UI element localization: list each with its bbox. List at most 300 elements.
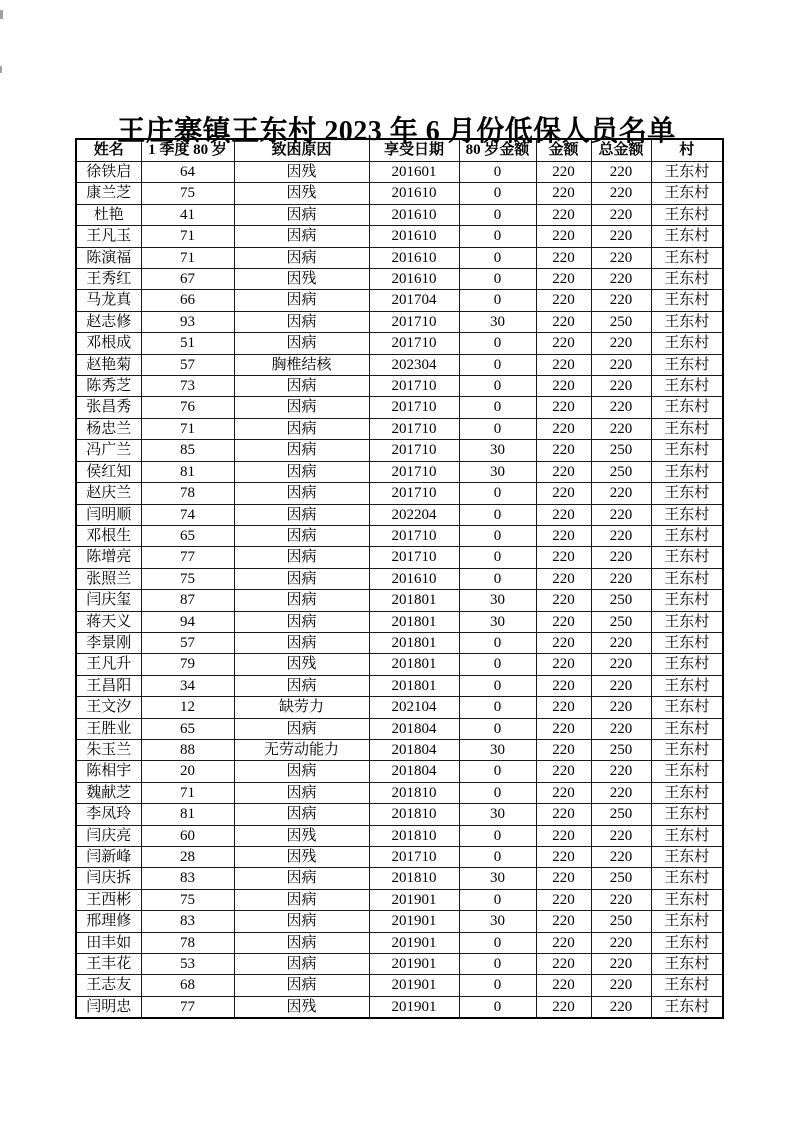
table-row xyxy=(76,739,723,760)
table-row xyxy=(76,675,723,696)
table-cell: 220 xyxy=(591,226,651,247)
header-start-date: 享受日期 xyxy=(369,139,459,162)
table-cell: 闫明顺 xyxy=(76,504,141,525)
header-amount: 金额 xyxy=(536,139,591,162)
table-cell: 220 xyxy=(536,483,591,504)
table-row xyxy=(76,804,723,825)
table-cell: 王文汐 xyxy=(76,697,141,718)
table-cell: 220 xyxy=(591,504,651,525)
table-cell: 王东村 xyxy=(651,697,723,718)
table-cell: 王东村 xyxy=(651,932,723,953)
table-cell: 71 xyxy=(141,226,234,247)
table-cell: 220 xyxy=(591,825,651,846)
table-cell: 220 xyxy=(591,975,651,996)
table-cell: 因病 xyxy=(234,440,369,461)
table-cell: 220 xyxy=(536,461,591,482)
table-cell: 220 xyxy=(591,290,651,311)
table-cell: 0 xyxy=(459,504,536,525)
table-cell: 75 xyxy=(141,568,234,589)
table-cell: 220 xyxy=(591,996,651,1018)
table-cell: 220 xyxy=(591,183,651,204)
table-cell: 220 xyxy=(536,611,591,632)
table-cell: 220 xyxy=(536,162,591,183)
table-cell: 220 xyxy=(536,290,591,311)
table-cell: 王东村 xyxy=(651,269,723,290)
table-cell: 王东村 xyxy=(651,954,723,975)
table-row xyxy=(76,590,723,611)
table-cell: 0 xyxy=(459,932,536,953)
table-cell: 220 xyxy=(591,718,651,739)
table-row xyxy=(76,954,723,975)
table-cell: 30 xyxy=(459,868,536,889)
table-cell: 220 xyxy=(536,354,591,375)
table-cell: 220 xyxy=(536,333,591,354)
table-cell: 因残 xyxy=(234,847,369,868)
table-row xyxy=(76,162,723,183)
table-cell: 220 xyxy=(591,697,651,718)
table-cell: 因病 xyxy=(234,547,369,568)
table-cell: 220 xyxy=(536,590,591,611)
table-row xyxy=(76,483,723,504)
table-cell: 41 xyxy=(141,204,234,225)
table-cell: 0 xyxy=(459,825,536,846)
table-cell: 王东村 xyxy=(651,718,723,739)
table-cell: 220 xyxy=(591,354,651,375)
table-cell: 胸椎结核 xyxy=(234,354,369,375)
table-cell: 34 xyxy=(141,675,234,696)
table-cell: 220 xyxy=(536,525,591,546)
table-cell: 220 xyxy=(591,162,651,183)
table-cell: 因病 xyxy=(234,397,369,418)
table-row xyxy=(76,825,723,846)
table-cell: 因病 xyxy=(234,418,369,439)
table-cell: 220 xyxy=(536,825,591,846)
table-cell: 康兰芝 xyxy=(76,183,141,204)
table-cell: 因残 xyxy=(234,183,369,204)
table-cell: 201601 xyxy=(369,162,459,183)
table-cell: 220 xyxy=(536,954,591,975)
table-cell: 201901 xyxy=(369,996,459,1018)
table-cell: 0 xyxy=(459,226,536,247)
table-cell: 张照兰 xyxy=(76,568,141,589)
table-cell: 因病 xyxy=(234,911,369,932)
scan-artifact xyxy=(0,66,2,73)
table-cell: 65 xyxy=(141,525,234,546)
table-cell: 陈增亮 xyxy=(76,547,141,568)
table-cell: 220 xyxy=(591,632,651,653)
table-cell: 王昌阳 xyxy=(76,675,141,696)
table-cell: 75 xyxy=(141,889,234,910)
table-cell: 201710 xyxy=(369,483,459,504)
table-cell: 王东村 xyxy=(651,654,723,675)
table-cell: 无劳动能力 xyxy=(234,739,369,760)
table-cell: 71 xyxy=(141,418,234,439)
table-cell: 220 xyxy=(536,911,591,932)
table-row xyxy=(76,525,723,546)
table-cell: 0 xyxy=(459,547,536,568)
table-cell: 0 xyxy=(459,718,536,739)
table-cell: 202204 xyxy=(369,504,459,525)
table-cell: 66 xyxy=(141,290,234,311)
table-cell: 30 xyxy=(459,590,536,611)
table-cell: 王东村 xyxy=(651,590,723,611)
table-cell: 201804 xyxy=(369,739,459,760)
table-cell: 赵志修 xyxy=(76,311,141,332)
table-cell: 0 xyxy=(459,269,536,290)
table-cell: 220 xyxy=(536,397,591,418)
table-cell: 赵庆兰 xyxy=(76,483,141,504)
table-cell: 王东村 xyxy=(651,333,723,354)
table-cell: 王西彬 xyxy=(76,889,141,910)
table-cell: 81 xyxy=(141,461,234,482)
table-cell: 蒋天义 xyxy=(76,611,141,632)
table-body xyxy=(76,162,723,1019)
table-cell: 30 xyxy=(459,611,536,632)
table-cell: 0 xyxy=(459,376,536,397)
table-cell: 王胜业 xyxy=(76,718,141,739)
table-cell: 王秀红 xyxy=(76,269,141,290)
table-cell: 冯广兰 xyxy=(76,440,141,461)
table-cell: 220 xyxy=(591,204,651,225)
table-cell: 因病 xyxy=(234,247,369,268)
table-cell: 87 xyxy=(141,590,234,611)
table-row xyxy=(76,440,723,461)
table-cell: 201610 xyxy=(369,204,459,225)
table-cell: 30 xyxy=(459,804,536,825)
table-cell: 220 xyxy=(591,568,651,589)
table-cell: 因病 xyxy=(234,333,369,354)
table-cell: 57 xyxy=(141,632,234,653)
table-cell: 79 xyxy=(141,654,234,675)
table-cell: 缺劳力 xyxy=(234,697,369,718)
table-row xyxy=(76,632,723,653)
table-cell: 71 xyxy=(141,782,234,803)
table-cell: 因病 xyxy=(234,675,369,696)
table-cell: 闫明忠 xyxy=(76,996,141,1018)
table-cell: 201810 xyxy=(369,782,459,803)
table-cell: 0 xyxy=(459,782,536,803)
table-cell: 陈秀芝 xyxy=(76,376,141,397)
table-cell: 杨忠兰 xyxy=(76,418,141,439)
table-row xyxy=(76,547,723,568)
table-row xyxy=(76,975,723,996)
table-cell: 71 xyxy=(141,247,234,268)
table-row xyxy=(76,868,723,889)
header-village: 村 xyxy=(651,139,723,162)
table-cell: 201810 xyxy=(369,825,459,846)
table-cell: 邢理修 xyxy=(76,911,141,932)
header-name: 姓名 xyxy=(76,139,141,162)
table-row xyxy=(76,654,723,675)
table-cell: 81 xyxy=(141,804,234,825)
table-row xyxy=(76,847,723,868)
table-cell: 闫庆玺 xyxy=(76,590,141,611)
table-cell: 250 xyxy=(591,611,651,632)
table-cell: 220 xyxy=(536,440,591,461)
table-row xyxy=(76,226,723,247)
table-cell: 因病 xyxy=(234,504,369,525)
table-cell: 73 xyxy=(141,376,234,397)
table-cell: 77 xyxy=(141,547,234,568)
table-cell: 51 xyxy=(141,333,234,354)
table-cell: 220 xyxy=(536,547,591,568)
table-cell: 王东村 xyxy=(651,825,723,846)
table-cell: 0 xyxy=(459,290,536,311)
table-cell: 王东村 xyxy=(651,911,723,932)
table-cell: 220 xyxy=(591,889,651,910)
table-row xyxy=(76,376,723,397)
table-cell: 250 xyxy=(591,461,651,482)
table-cell: 250 xyxy=(591,739,651,760)
table-cell: 201710 xyxy=(369,525,459,546)
table-cell: 杜艳 xyxy=(76,204,141,225)
table-row xyxy=(76,183,723,204)
table-cell: 张昌秀 xyxy=(76,397,141,418)
table-cell: 0 xyxy=(459,889,536,910)
table-cell: 王东村 xyxy=(651,975,723,996)
table-cell: 250 xyxy=(591,868,651,889)
table-cell: 220 xyxy=(536,247,591,268)
table-row xyxy=(76,397,723,418)
table-cell: 王东村 xyxy=(651,632,723,653)
table-row xyxy=(76,290,723,311)
table-cell: 220 xyxy=(536,718,591,739)
table-cell: 因病 xyxy=(234,461,369,482)
table-row xyxy=(76,996,723,1018)
table-cell: 220 xyxy=(591,333,651,354)
table-cell: 30 xyxy=(459,461,536,482)
table-cell: 30 xyxy=(459,440,536,461)
table-cell: 因病 xyxy=(234,889,369,910)
table-cell: 64 xyxy=(141,162,234,183)
table-row xyxy=(76,782,723,803)
table-cell: 65 xyxy=(141,718,234,739)
table-cell: 因病 xyxy=(234,483,369,504)
table-cell: 77 xyxy=(141,996,234,1018)
table-cell: 220 xyxy=(591,269,651,290)
table-cell: 0 xyxy=(459,654,536,675)
table-cell: 201901 xyxy=(369,911,459,932)
table-cell: 201810 xyxy=(369,868,459,889)
table-cell: 220 xyxy=(591,376,651,397)
table-cell: 闫庆亮 xyxy=(76,825,141,846)
table-cell: 因残 xyxy=(234,162,369,183)
table-cell: 30 xyxy=(459,311,536,332)
table-cell: 田丰如 xyxy=(76,932,141,953)
table-cell: 220 xyxy=(536,697,591,718)
table-cell: 28 xyxy=(141,847,234,868)
header-total-amount: 总金额 xyxy=(591,139,651,162)
table-cell: 201801 xyxy=(369,632,459,653)
table-cell: 220 xyxy=(536,782,591,803)
table-cell: 王东村 xyxy=(651,525,723,546)
scan-artifact xyxy=(0,10,3,19)
table-cell: 0 xyxy=(459,632,536,653)
table-cell: 220 xyxy=(536,996,591,1018)
table-cell: 因残 xyxy=(234,269,369,290)
table-cell: 201610 xyxy=(369,183,459,204)
table-cell: 220 xyxy=(591,932,651,953)
table-cell: 93 xyxy=(141,311,234,332)
table-cell: 王志友 xyxy=(76,975,141,996)
table-cell: 0 xyxy=(459,761,536,782)
table-cell: 王东村 xyxy=(651,354,723,375)
table-cell: 因病 xyxy=(234,868,369,889)
table-cell: 王东村 xyxy=(651,996,723,1018)
table-cell: 220 xyxy=(591,954,651,975)
table-cell: 0 xyxy=(459,847,536,868)
table-cell: 因病 xyxy=(234,290,369,311)
table-cell: 75 xyxy=(141,183,234,204)
table-cell: 0 xyxy=(459,333,536,354)
table-cell: 250 xyxy=(591,590,651,611)
table-cell: 王东村 xyxy=(651,162,723,183)
table-cell: 201801 xyxy=(369,590,459,611)
table-cell: 0 xyxy=(459,247,536,268)
table-cell: 220 xyxy=(536,311,591,332)
roster-table xyxy=(75,138,724,1019)
table-cell: 201610 xyxy=(369,226,459,247)
table-cell: 马龙真 xyxy=(76,290,141,311)
table-cell: 20 xyxy=(141,761,234,782)
table-cell: 220 xyxy=(591,247,651,268)
table-cell: 因病 xyxy=(234,226,369,247)
table-cell: 30 xyxy=(459,739,536,760)
table-cell: 0 xyxy=(459,183,536,204)
table-cell: 220 xyxy=(536,868,591,889)
table-cell: 220 xyxy=(591,483,651,504)
table-cell: 王东村 xyxy=(651,440,723,461)
table-cell: 0 xyxy=(459,975,536,996)
table-cell: 徐铁启 xyxy=(76,162,141,183)
table-row xyxy=(76,611,723,632)
table-cell: 王东村 xyxy=(651,483,723,504)
table-cell: 王东村 xyxy=(651,204,723,225)
table-row xyxy=(76,354,723,375)
table-cell: 陈相宇 xyxy=(76,761,141,782)
table-cell: 220 xyxy=(591,397,651,418)
table-cell: 侯红知 xyxy=(76,461,141,482)
table-cell: 202104 xyxy=(369,697,459,718)
table-cell: 王东村 xyxy=(651,804,723,825)
table-cell: 王东村 xyxy=(651,504,723,525)
table-cell: 李景刚 xyxy=(76,632,141,653)
table-cell: 83 xyxy=(141,911,234,932)
table-cell: 因病 xyxy=(234,311,369,332)
table-cell: 220 xyxy=(591,547,651,568)
table-cell: 67 xyxy=(141,269,234,290)
table-cell: 王东村 xyxy=(651,782,723,803)
table-cell: 王东村 xyxy=(651,568,723,589)
table-cell: 0 xyxy=(459,204,536,225)
table-row xyxy=(76,697,723,718)
table-cell: 201801 xyxy=(369,654,459,675)
table-cell: 王东村 xyxy=(651,868,723,889)
table-cell: 因病 xyxy=(234,954,369,975)
table-cell: 201710 xyxy=(369,311,459,332)
table-cell: 220 xyxy=(591,654,651,675)
table-cell: 201710 xyxy=(369,461,459,482)
table-cell: 83 xyxy=(141,868,234,889)
table-cell: 201710 xyxy=(369,333,459,354)
header-age80-amount: 80 岁金额 xyxy=(459,139,536,162)
table-cell: 邓根生 xyxy=(76,525,141,546)
table-cell: 250 xyxy=(591,311,651,332)
table-cell: 赵艳菊 xyxy=(76,354,141,375)
table-cell: 201801 xyxy=(369,675,459,696)
table-cell: 王东村 xyxy=(651,461,723,482)
table-cell: 201901 xyxy=(369,975,459,996)
table-cell: 因病 xyxy=(234,804,369,825)
table-row xyxy=(76,718,723,739)
table-cell: 王东村 xyxy=(651,847,723,868)
table-cell: 220 xyxy=(591,525,651,546)
table-cell: 王东村 xyxy=(651,418,723,439)
table-cell: 因病 xyxy=(234,376,369,397)
table-cell: 因病 xyxy=(234,568,369,589)
table-cell: 201901 xyxy=(369,889,459,910)
table-cell: 王东村 xyxy=(651,183,723,204)
table-cell: 30 xyxy=(459,911,536,932)
table-cell: 闫庆拆 xyxy=(76,868,141,889)
table-cell: 220 xyxy=(536,418,591,439)
table-row xyxy=(76,568,723,589)
table-cell: 201610 xyxy=(369,247,459,268)
table-cell: 220 xyxy=(591,782,651,803)
table-cell: 57 xyxy=(141,354,234,375)
table-cell: 220 xyxy=(591,675,651,696)
table-cell: 85 xyxy=(141,440,234,461)
table-row xyxy=(76,761,723,782)
table-cell: 因残 xyxy=(234,996,369,1018)
table-cell: 220 xyxy=(536,632,591,653)
table-cell: 因病 xyxy=(234,782,369,803)
table-cell: 李凤玲 xyxy=(76,804,141,825)
table-cell: 0 xyxy=(459,162,536,183)
table-cell: 朱玉兰 xyxy=(76,739,141,760)
table-cell: 王东村 xyxy=(651,547,723,568)
table-cell: 94 xyxy=(141,611,234,632)
table-cell: 王东村 xyxy=(651,226,723,247)
table-cell: 78 xyxy=(141,932,234,953)
table-cell: 王东村 xyxy=(651,889,723,910)
table-cell: 220 xyxy=(536,739,591,760)
table-cell: 因病 xyxy=(234,975,369,996)
table-cell: 201710 xyxy=(369,376,459,397)
table-cell: 220 xyxy=(536,204,591,225)
table-cell: 201710 xyxy=(369,847,459,868)
table-cell: 王凡玉 xyxy=(76,226,141,247)
table-cell: 因病 xyxy=(234,525,369,546)
table-cell: 74 xyxy=(141,504,234,525)
header-quarter-age: 1 季度 80 岁 xyxy=(141,139,234,162)
table-cell: 220 xyxy=(536,504,591,525)
table-row xyxy=(76,418,723,439)
table-cell: 王丰花 xyxy=(76,954,141,975)
table-cell: 12 xyxy=(141,697,234,718)
table-cell: 220 xyxy=(591,761,651,782)
table-cell: 220 xyxy=(536,269,591,290)
table-row xyxy=(76,911,723,932)
table-cell: 因病 xyxy=(234,761,369,782)
table-cell: 0 xyxy=(459,483,536,504)
table-cell: 220 xyxy=(536,226,591,247)
table-cell: 因残 xyxy=(234,825,369,846)
table-cell: 因病 xyxy=(234,932,369,953)
page-title: 王庄寨镇王东村 2023 年 6 月份低保人员名单 xyxy=(117,115,676,147)
table-cell: 王东村 xyxy=(651,397,723,418)
table-cell: 250 xyxy=(591,440,651,461)
